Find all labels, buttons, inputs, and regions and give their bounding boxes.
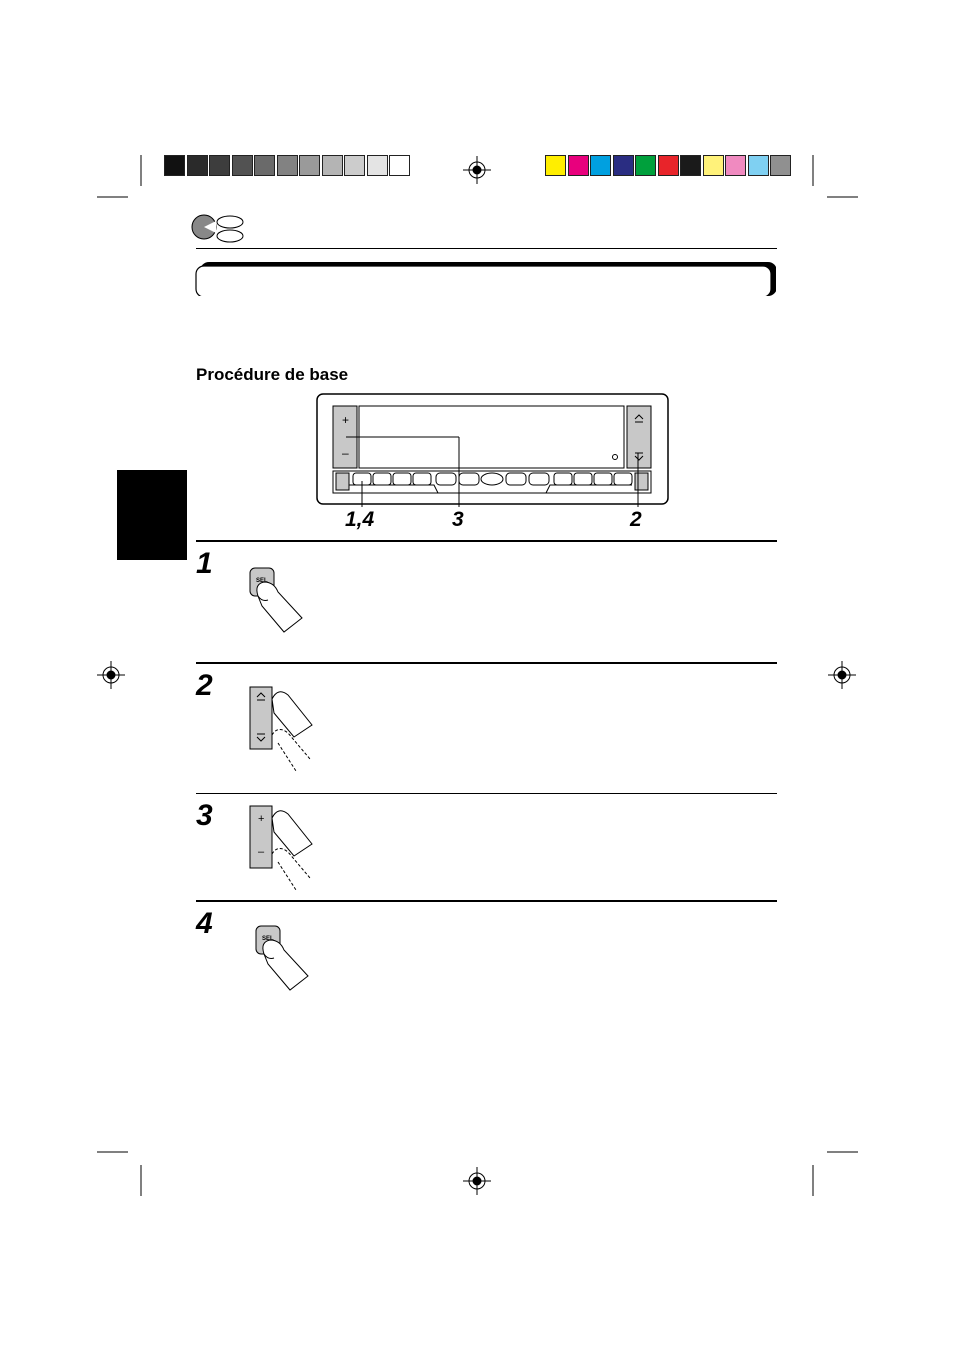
title-banner bbox=[195, 262, 776, 296]
color-swatch bbox=[590, 155, 611, 176]
step-4-sel-label: SEL bbox=[262, 936, 274, 942]
grayscale-swatch bbox=[187, 155, 208, 176]
step-1-sel-label: SEL bbox=[256, 578, 268, 584]
grayscale-swatch bbox=[367, 155, 388, 176]
color-swatch bbox=[725, 155, 746, 176]
grayscale-swatch bbox=[389, 155, 410, 176]
grayscale-swatch bbox=[209, 155, 230, 176]
grayscale-swatch bbox=[322, 155, 343, 176]
color-swatch bbox=[658, 155, 679, 176]
color-swatch bbox=[613, 155, 634, 176]
callout-3: 3 bbox=[452, 508, 464, 531]
registration-mark-right bbox=[828, 661, 856, 689]
language-icon bbox=[190, 212, 252, 244]
color-swatch bbox=[545, 155, 566, 176]
grayscale-swatch bbox=[232, 155, 253, 176]
color-swatch bbox=[568, 155, 589, 176]
registration-mark-left bbox=[97, 661, 125, 689]
color-swatch bbox=[703, 155, 724, 176]
step-2-finger-swipe-icon bbox=[248, 685, 318, 775]
callout-1-4: 1,4 bbox=[345, 508, 375, 531]
header-rule bbox=[196, 248, 777, 249]
step-4-finger-press-icon bbox=[250, 924, 320, 992]
step-1-number: 1 bbox=[196, 547, 213, 580]
step-2-rule bbox=[196, 662, 777, 664]
color-swatch bbox=[748, 155, 769, 176]
panel-minus-label: – bbox=[342, 446, 349, 460]
color-swatch bbox=[770, 155, 791, 176]
section-title: Procédure de base bbox=[196, 365, 349, 384]
grayscale-swatch bbox=[299, 155, 320, 176]
panel-plus-label: + bbox=[342, 413, 350, 427]
color-swatch bbox=[635, 155, 656, 176]
step-4-number: 4 bbox=[196, 907, 213, 940]
grayscale-swatch bbox=[164, 155, 185, 176]
step-1-rule bbox=[196, 540, 777, 542]
faceplate-diagram bbox=[316, 393, 672, 507]
step-3-minus-label: – bbox=[258, 846, 265, 858]
registration-mark-bottom bbox=[463, 1167, 491, 1195]
step-3-plus-label: + bbox=[258, 813, 265, 825]
grayscale-swatch bbox=[344, 155, 365, 176]
step-3-rule bbox=[196, 793, 777, 794]
step-4-rule bbox=[196, 900, 777, 902]
step-3-number: 3 bbox=[196, 799, 213, 832]
language-side-tab bbox=[117, 470, 187, 560]
color-swatch bbox=[680, 155, 701, 176]
callout-2: 2 bbox=[630, 508, 642, 531]
registration-mark-top bbox=[463, 156, 491, 184]
step-1-finger-press-icon bbox=[244, 566, 314, 634]
step-2-number: 2 bbox=[196, 669, 213, 702]
grayscale-swatch bbox=[254, 155, 275, 176]
grayscale-swatch bbox=[277, 155, 298, 176]
